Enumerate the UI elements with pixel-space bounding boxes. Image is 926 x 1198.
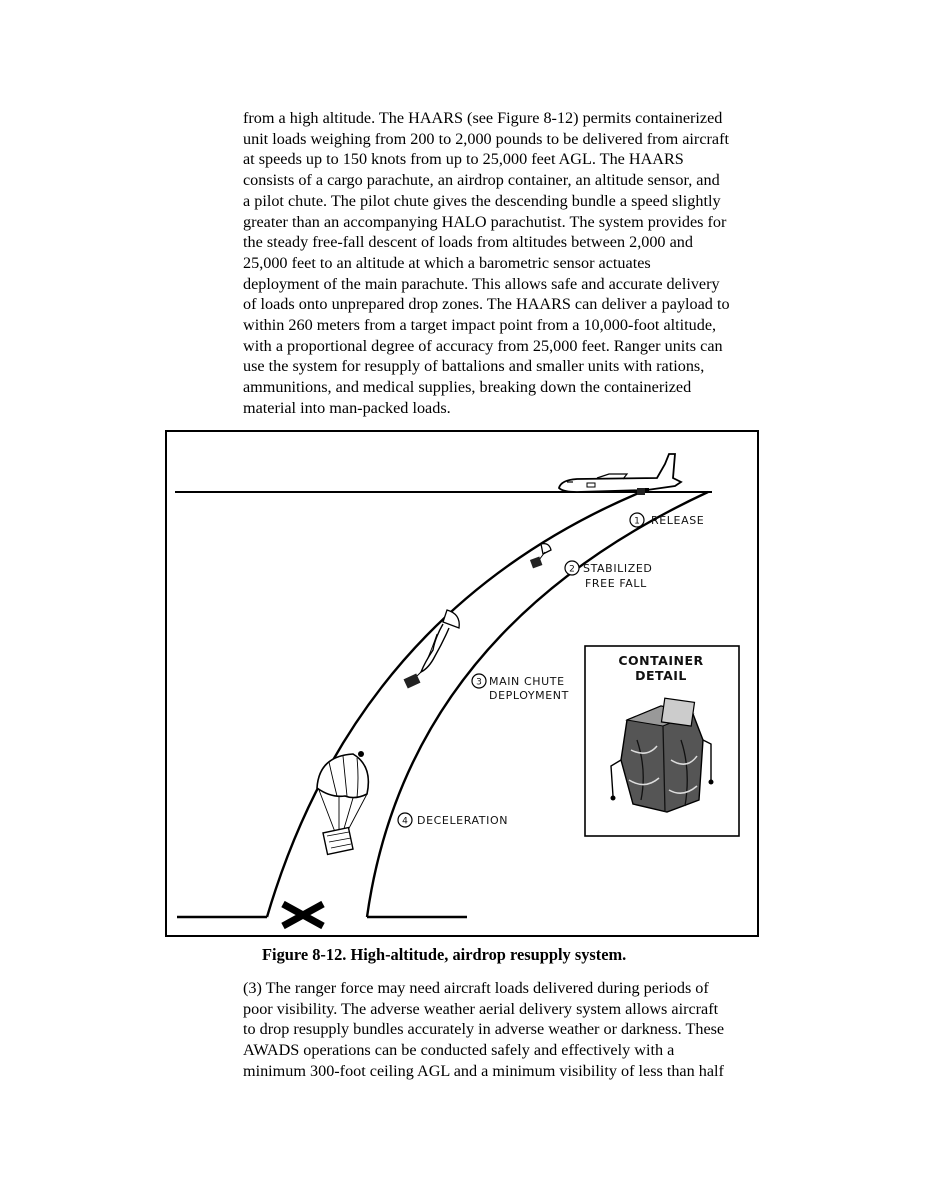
text-line: deployment of the main parachute. This allows safe and accurate delivery: [243, 274, 720, 293]
step-deceleration: [398, 813, 508, 827]
text-line: unit loads weighing from 200 to 2,000 pounds to be delivered from aircraft: [243, 129, 729, 148]
step-main-chute-deployment: [472, 674, 569, 702]
text-line: from a high altitude. The HAARS (see Figure 8-12) permits containerized: [243, 109, 723, 127]
step-release: [630, 513, 704, 527]
impact-point-x-icon: [283, 904, 323, 926]
main-chute-deploying-icon: [404, 610, 460, 688]
airdrop-diagram: [167, 432, 757, 935]
c130-aircraft-icon: [559, 454, 681, 493]
step-label: DECELERATION: [417, 814, 509, 827]
step-number: 1: [634, 516, 640, 527]
container-detail-inset: [585, 646, 739, 836]
text-line: minimum 300-foot ceiling AGL and a minimum visibility of less than half: [243, 1061, 724, 1080]
step-number: 4: [402, 816, 408, 827]
inset-title: CONTAINER: [618, 653, 704, 668]
step-number: 2: [569, 564, 575, 575]
step-label: MAIN CHUTE: [489, 675, 565, 688]
text-line: material into man-packed loads.: [243, 398, 451, 417]
text-line: (3) The ranger force may need aircraft loads delivered during periods of: [243, 979, 709, 997]
inset-title-line2: DETAIL: [635, 668, 687, 683]
text-line: 25,000 feet to an altitude at which a barometric sensor actuates: [243, 253, 651, 272]
text-line: a pilot chute. The pilot chute gives the descending bundle a speed slightly: [243, 191, 721, 210]
text-line: to drop resupply bundles accurately in adverse weather or darkness. These: [243, 1020, 725, 1039]
text-line: with a proportional degree of accuracy from 25,000 feet. Ranger units can: [243, 336, 723, 355]
body-paragraph-awads: [243, 978, 803, 1082]
step-number: 3: [476, 677, 482, 688]
text-line: use the system for resupply of battalions and smaller units with rations,: [243, 357, 705, 376]
text-line: poor visibility. The adverse weather aerial delivery system allows aircraft: [243, 999, 719, 1018]
step-stabilized-free-fall: [565, 561, 653, 590]
body-paragraph-haars: [243, 108, 803, 419]
text-line: AWADS operations can be conducted safely and effectively with a: [243, 1041, 675, 1060]
step-label: STABILIZED: [583, 562, 653, 575]
text-line: within 260 meters from a target impact point from a 10,000-foot altitude,: [243, 316, 717, 335]
deceleration-parachute-icon: [317, 751, 368, 854]
text-line: consists of a cargo parachute, an airdrop container, an altitude sensor, and: [243, 171, 720, 190]
text-line: the steady free-fall descent of loads from altitudes between 2,000 and: [243, 233, 693, 252]
figure-caption: Figure 8-12. High-altitude, airdrop resupply system.: [262, 945, 627, 964]
released-bundle-icon: [637, 488, 645, 495]
text-line: greater than an accompanying HALO parachutist. The system provides for: [243, 212, 727, 231]
figure-haars-diagram: [165, 430, 759, 937]
step-label: RELEASE: [651, 514, 705, 527]
text-line: of loads onto unprepared drop zones. The HAARS can deliver a payload to: [243, 295, 730, 314]
text-line: at speeds up to 150 knots from up to 25,000 feet AGL. The HAARS: [243, 150, 684, 169]
text-line: ammunitions, and medical supplies, breaking down the containerized: [243, 378, 692, 397]
step-label-line2: FREE FALL: [585, 577, 647, 590]
step-label-line2: DEPLOYMENT: [489, 689, 569, 702]
